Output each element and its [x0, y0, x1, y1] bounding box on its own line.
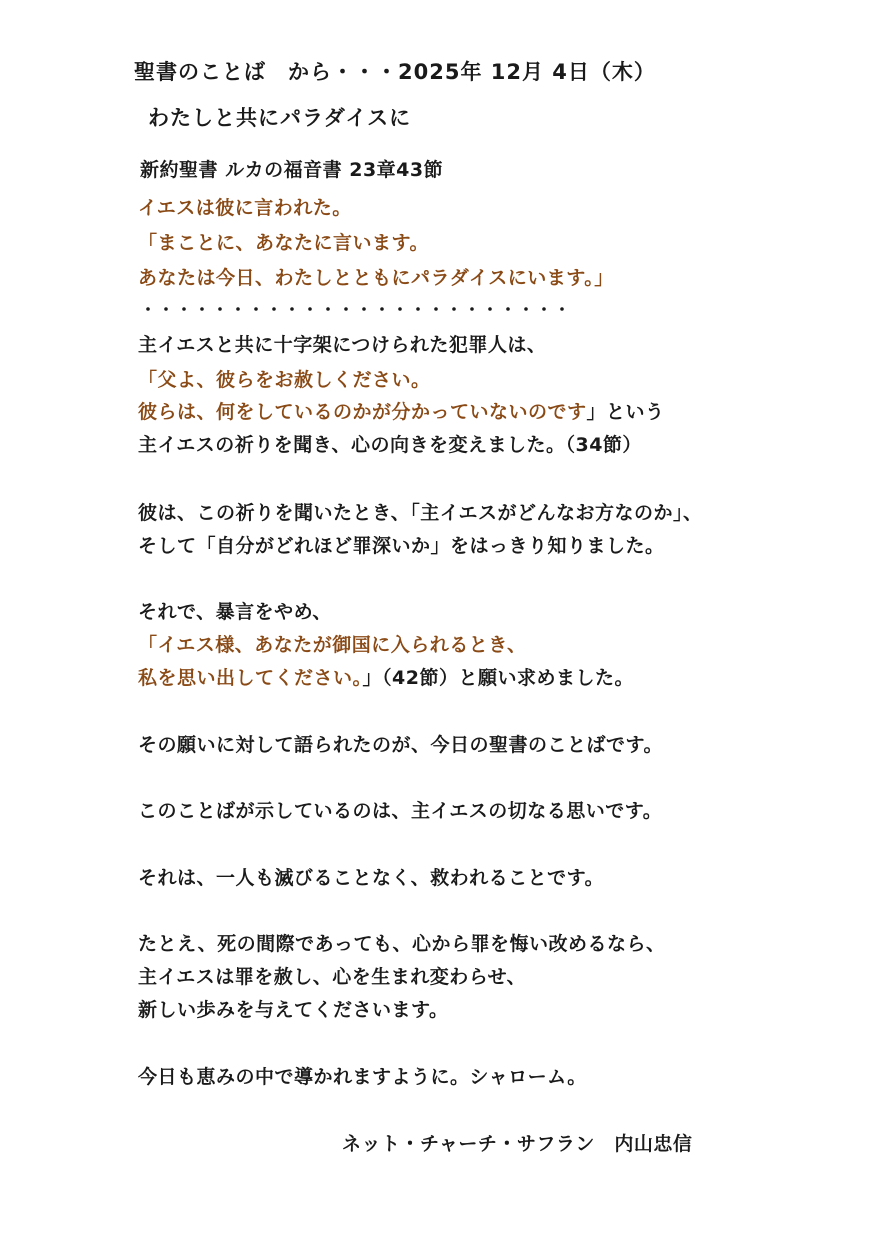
paragraph-2-line-2: そして「自分がどれほど罪深いか」をはっきり知りました。 — [138, 535, 665, 557]
paragraph-8: 今日も恵みの中で導かれますように。シャローム。 — [138, 1066, 587, 1088]
paragraph-1-line-3 — [138, 398, 665, 426]
paragraph-5: このことばが示しているのは、主イエスの切なる思いです。 — [138, 800, 663, 822]
paragraph-1-line-1: 主イエスと共に十字架につけられた犯罪人は、 — [138, 334, 547, 356]
page-subtitle: わたしと共にパラダイスに — [148, 106, 412, 130]
paragraph-3-line-2: 「イエス様、あなたが御国に入られるとき、 — [138, 634, 527, 656]
paragraph-1-line-4: 主イエスの祈りを聞き、心の向きを変えました。（34節） — [138, 434, 642, 456]
paragraph-2-line-1: 彼は、この祈りを聞いたとき、「主イエスがどんなお方なのか」、 — [138, 502, 703, 524]
scripture-line-3: あなたは今日、わたしとともにパラダイスにいます。」 — [138, 267, 614, 289]
paragraph-4: その願いに対して語られたのが、今日の聖書のことばです。 — [138, 734, 663, 756]
scripture-line-2: 「まことに、あなたに言います。 — [138, 232, 429, 254]
quote-tail: 」（42節）と願い求めました。 — [362, 667, 634, 689]
signature: ネット・チャーチ・サフラン 内山忠信 — [342, 1133, 693, 1155]
paragraph-7-line-2: 主イエスは罪を赦し、心を生まれ変わらせ、 — [138, 966, 527, 988]
quote-text: 彼らは、何をしているのかが分かっていないのです — [138, 401, 587, 423]
separator-dots: ・・・・・・・・・・・・・・・・・・・・・・・・ — [140, 300, 573, 319]
paragraph-7-line-3: 新しい歩みを与えてくださいます。 — [138, 999, 449, 1021]
scripture-reference: 新約聖書 ルカの福音書 23章43節 — [140, 159, 444, 181]
paragraph-1-line-2: 「父よ、彼らをお赦しください。 — [138, 369, 431, 391]
scripture-line-1: イエスは彼に言われた。 — [138, 197, 352, 219]
quote-tail: 」という — [586, 401, 665, 423]
paragraph-6: それは、一人も滅びることなく、救われることです。 — [138, 867, 605, 889]
paragraph-3-line-3 — [138, 664, 634, 692]
paragraph-3-line-1: それで、暴言をやめ、 — [138, 601, 332, 623]
paragraph-7-line-1: たとえ、死の間際であっても、心から罪を悔い改めるなら、 — [138, 933, 666, 955]
quote-text: 私を思い出してください。 — [138, 667, 363, 689]
page-title: 聖書のことば から・・・2025年 12月 4日（木） — [134, 60, 656, 84]
